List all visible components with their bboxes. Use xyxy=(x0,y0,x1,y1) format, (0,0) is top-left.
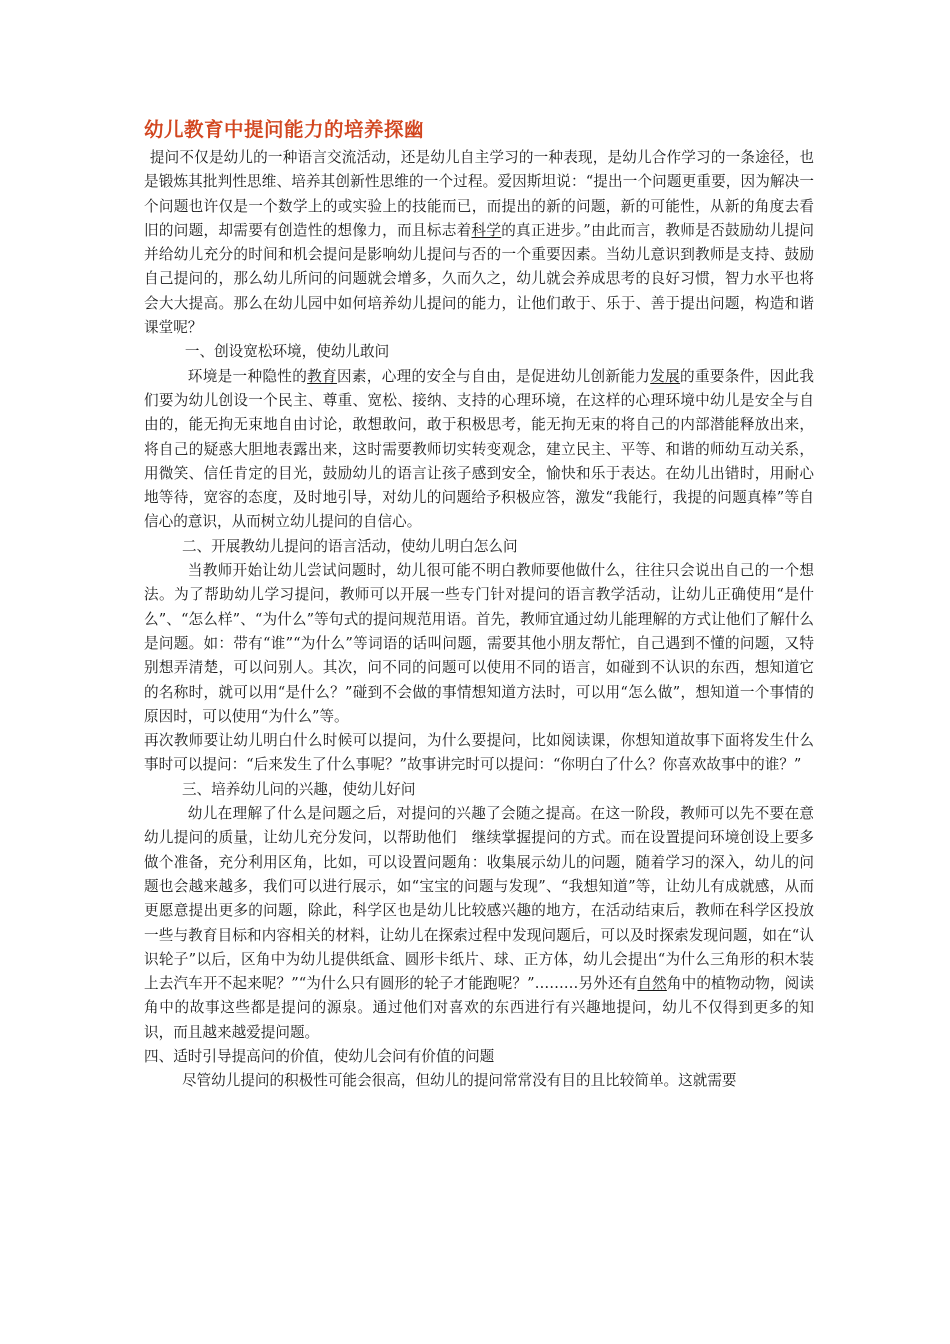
paragraph-text: 因素，心理的安全与自由，是促进幼儿创新能力 xyxy=(336,367,651,385)
paragraph-text: 一、创设宽松环境，使幼儿敢问 xyxy=(184,343,390,361)
inline-link[interactable]: 教育 xyxy=(307,367,337,385)
paragraph-text: 的重要条件，因此我们要为幼儿创设一个民主、尊重、宽松、接纳、支持的心理环境，在这样的心理环境中幼儿是安全与自由的，能无拘无束地自由讨论，敢想敢问，敢于积极思考，能无拘无束的将自己的内部潜能释放出来，将自己的疑惑大胆地表露出来，这时需要教师切实转变观念，建立民主、平等、和谐的师幼互动关系，用微笑、信任肯定的目光，鼓励幼儿的语言让孩子感到安全，愉快和乐于表达。在幼儿出错时，用耐心地等待，宽容的态度，及时地引导，对幼儿的问题给予积极应答，激发“我能行，我提的问题真棒”等自信心的意识，从而树立幼儿提问的自信心。 xyxy=(144,367,814,531)
paragraph-text: 四、适时引导提高问的价值，使幼儿会问有价值的问题 xyxy=(144,1047,495,1065)
paragraph xyxy=(144,1069,814,1093)
paragraph xyxy=(144,146,814,340)
paragraph xyxy=(144,340,814,364)
paragraph-text: 当教师开始让幼儿尝试问题时，幼儿很可能不明白教师要他做什么，往往只会说出自己的一个想法。为了帮助幼儿学习提问，教师可以开展一些专门针对提问的语言教学活动，让幼儿正确使用“是什么”、“怎么样”、“为什么”等句式的提问规范用语。首先，教师宜通过幼儿能理解的方式让他们了解什么是问题。如：带有“谁”“为什么”等词语的话叫问题，需要其他小朋友帮忙，自己遇到不懂的问题，又特别想弄清楚，可以问别人。其次，问不同的问题可以使用不同的语言，如碰到不认识的东西，想知道它的名称时，就可以用“是什么？”碰到不会做的事情想知道方法时，可以用“怎么做”，想知道一个事情的原因时，可以使用“为什么”等。 xyxy=(144,562,814,725)
paragraph-text: 的真正进步。”由此而言，教师是否鼓励幼儿提问并给幼儿充分的时间和机会提问是影响幼儿提问与否的一个重要因素。当幼儿意识到教师是支持、鼓励自己提问的，那么幼儿所问的问题就会增多，久而久之，幼儿就会养成思考的良好习惯，智力水平也将会大大提高。那么在幼儿园中如何培养幼儿提问的能力，让他们敢于、乐于、善于提出问题，构造和谐课堂呢？ xyxy=(144,221,814,337)
inline-link[interactable]: 自然 xyxy=(637,975,667,993)
paragraph-text: 提问不仅是幼儿的一种语言交流活动，还是幼儿自主学习的一种表现，是幼儿合作学习的一条途径，也是锻炼其批判性思维、培养其创新性思维的一个过程。爱因斯坦说：“提出一个问题更重要，因为解决一个问题也许仅是一个数学上的或实验上的技能而已，而提出的新的问题，新的可能性，从新的角度去看旧的问题，却需要有创造性的想像力，而且标志着 xyxy=(144,149,814,239)
paragraph-list xyxy=(144,146,814,1094)
paragraph xyxy=(144,802,814,1045)
paragraph-text: 尽管幼儿提问的积极性可能会很高，但幼儿的提问常常没有目的且比较简单。这就需要 xyxy=(181,1072,737,1090)
inline-link[interactable]: 科学 xyxy=(471,221,502,239)
document-body xyxy=(144,116,814,1094)
paragraph-text: 三、培养幼儿问的兴趣，使幼儿好问 xyxy=(181,780,416,798)
paragraph xyxy=(144,365,814,535)
paragraph xyxy=(144,1045,814,1069)
paragraph-text: 环境是一种隐性的 xyxy=(187,367,308,385)
paragraph-text: 角中的植物动物，阅读角中的故事这些都是提问的源泉。通过他们对喜欢的东西进行有兴趣地提问，幼儿不仅得到更多的知识，而且越来越爱提问题。 xyxy=(144,975,814,1041)
paragraph-text: 二、开展教幼儿提问的语言活动，使幼儿明白怎么问 xyxy=(181,537,518,555)
paragraph xyxy=(144,729,814,778)
inline-link[interactable]: 发展 xyxy=(650,367,681,385)
paragraph-text: 再次教师要让幼儿明白什么时候可以提问，为什么要提问，比如阅读课，你想知道故事下面将发生什么事时可以提问：“后来发生了什么事呢？”故事讲完时可以提问：“你明白了什么？你喜欢故事中的谁？” xyxy=(144,732,814,774)
document-title: 幼儿教育中提问能力的培养探幽 xyxy=(144,118,425,141)
paragraph-text: 幼儿在理解了什么是问题之后，对提问的兴趣了会随之提高。在这一阶段，教师可以先不要在意幼儿提问的质量，让幼儿充分发问，以帮助他们 继续掌握提问的方式。而在设置提问环境创设上要多做个准备，充分利用区角，比如，可以设置问题角：收集展示幼儿的问题，随着学习的深入，幼儿的问题也会越来越多，我们可以进行展示，如“宝宝的问题与发现”、“我想知道”等，让幼儿有成就感，从而更愿意提出更多的问题，除此，科学区也是幼儿比较感兴趣的地方，在活动结束后，教师在科学区投放一些与教育目标和内容相关的材料，让幼儿在探索过程中发现问题后，可以及时探索发现问题，如在“认识轮子”以后，区角中为幼儿提供纸盒、圆形卡纸片、球、正方体，幼儿会提出“为什么三角形的积木装上去汽车开不起来呢？”“为什么只有圆形的轮子才能跑呢？”………另外还有 xyxy=(144,805,814,993)
paragraph xyxy=(144,778,814,802)
paragraph xyxy=(144,559,814,729)
paragraph xyxy=(144,535,814,559)
